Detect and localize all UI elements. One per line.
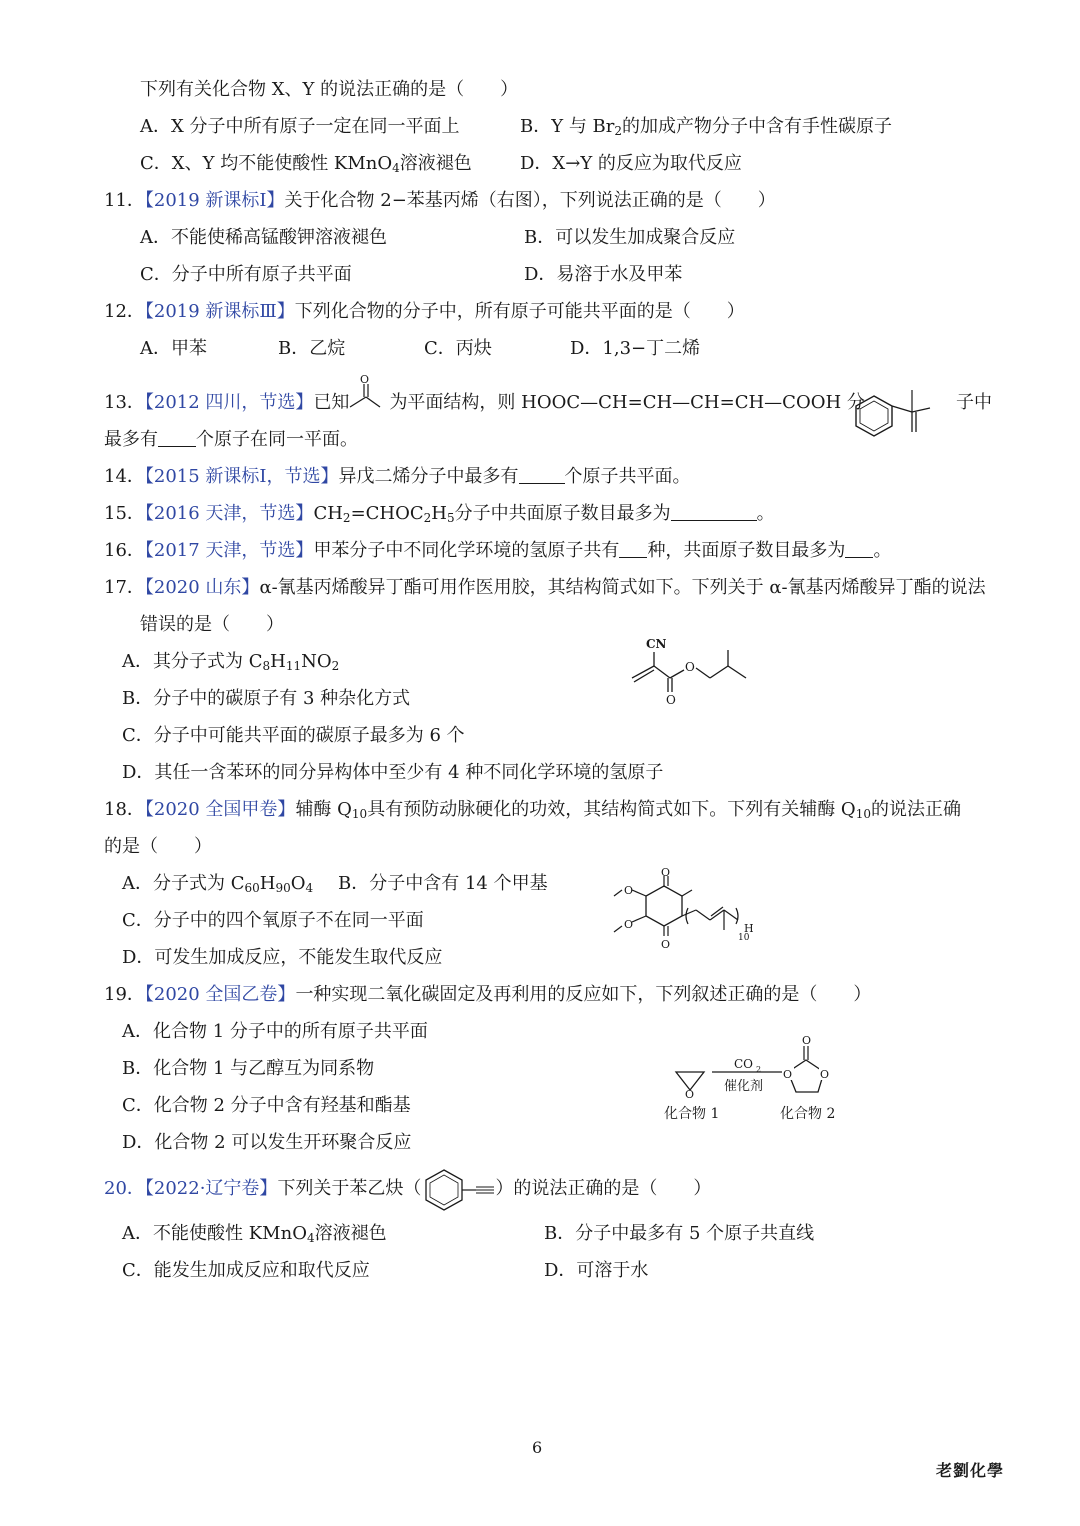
svg-text:O: O bbox=[820, 1068, 830, 1081]
q15-stem: 15．【2016 天津，节选】$CH_2=CHOC_2H_5$分子中共面原子数目最多为 。 bbox=[104, 503, 775, 525]
q10-option-a: A．X 分子中所有原子一定在同一平面上 bbox=[140, 116, 460, 137]
q20-option-d: D．可溶于水 bbox=[544, 1260, 649, 1281]
q13-stem: 13．【2012 四川，节选】已知 为平面结构，则 HOOC—CH=CH—CH=CH—COOH 分 bbox=[104, 392, 865, 413]
q17-option-b: B．分子中的碳原子有 3 种杂化方式 bbox=[122, 688, 411, 709]
svg-text:10: 10 bbox=[738, 933, 750, 943]
svg-text:O: O bbox=[783, 1068, 793, 1081]
carbonyl-structure bbox=[346, 373, 386, 413]
svg-text:O: O bbox=[360, 373, 370, 386]
q12-option-b: B．乙烷 bbox=[278, 338, 346, 359]
q16-stem: 16．【2017 天津，节选】甲苯分子中不同化学环境的氢原子共有 种，共面原子数目最多为 。 bbox=[104, 540, 892, 561]
q19-option-d: D．化合物 2 可以发生开环聚合反应 bbox=[122, 1132, 412, 1153]
phenylacetylene-structure bbox=[424, 1166, 504, 1210]
q18-source: 【2020 全国甲卷】 bbox=[144, 799, 296, 820]
q18-option-c: C．分子中的四个氧原子不在同一平面 bbox=[122, 910, 424, 931]
q14-stem: 14．【2015 新课标Ⅰ，节选】异戊二烯分子中最多有 个原子共平面。 bbox=[104, 466, 691, 487]
q18-option-b: B．分子中含有 14 个甲基 bbox=[338, 873, 548, 894]
q11-source: 【2019 新课标Ⅰ】 bbox=[144, 190, 285, 211]
q20-source: 【2022·辽宁卷】 bbox=[144, 1178, 278, 1199]
q13-source: 【2012 四川，节选】 bbox=[144, 392, 314, 413]
brand-watermark: 老劉化學 bbox=[936, 1461, 1005, 1480]
q19-option-b: B．化合物 1 与乙醇互为同系物 bbox=[122, 1058, 375, 1079]
q18-option-a: A．分子式为 $C_{60}H_{90}O_4$ bbox=[122, 873, 314, 895]
q10-option-d: D．X→Y 的反应为取代反应 bbox=[520, 153, 742, 174]
q20-option-c: C．能发生加成反应和取代反应 bbox=[122, 1260, 370, 1281]
svg-text:化合物 2: 化合物 2 bbox=[780, 1106, 836, 1122]
svg-text:O: O bbox=[624, 918, 634, 931]
svg-text:O: O bbox=[624, 884, 634, 897]
q11-option-d: D．易溶于水及甲苯 bbox=[524, 264, 683, 285]
q17-stem: 17．【2020 山东】α-氰基丙烯酸异丁酯可用作医用胶，其结构简式如下。下列关于 α-氰基丙烯酸异丁酯的说法 bbox=[104, 577, 986, 598]
q11-option-c: C．分子中所有原子共平面 bbox=[140, 264, 352, 285]
svg-text:O: O bbox=[802, 1034, 812, 1047]
svg-text:化合物 1: 化合物 1 bbox=[664, 1106, 720, 1122]
q12-option-d: D．1,3−丁二烯 bbox=[570, 338, 701, 359]
q18-stem: 18．【2020 全国甲卷】辅酶 $Q_{10}$具有预防动脉硬化的功效，其结构简式如下。下列有关辅酶 $Q_{10}$的说法正确 bbox=[104, 799, 961, 821]
q19-option-a: A．化合物 1 分子中的所有原子共平面 bbox=[122, 1021, 428, 1042]
q11-option-a: A．不能使稀高锰酸钾溶液褪色 bbox=[140, 227, 387, 248]
svg-text:O: O bbox=[666, 693, 676, 707]
q12-option-a: A．甲苯 bbox=[140, 338, 207, 359]
q11-stem: 11．【2019 新课标Ⅰ】关于化合物 2−苯基丙烯（右图），下列说法正确的是（ ） bbox=[104, 190, 776, 211]
q15-source: 【2016 天津，节选】 bbox=[144, 503, 314, 524]
q19-option-c: C．化合物 2 分子中含有羟基和酯基 bbox=[122, 1095, 411, 1116]
q19-source: 【2020 全国乙卷】 bbox=[144, 984, 296, 1005]
q20-stem: 20．【2022·辽宁卷】下列关于苯乙炔（ ）的说法正确的是（ ） bbox=[104, 1178, 712, 1199]
q17-option-d: D．其任一含苯环的同分异构体中至少有 4 种不同化学环境的氢原子 bbox=[122, 762, 664, 783]
q12-source: 【2019 新课标Ⅲ】 bbox=[144, 301, 295, 322]
svg-text:催化剂: 催化剂 bbox=[724, 1079, 764, 1094]
q11-option-b: B．可以发生加成聚合反应 bbox=[524, 227, 736, 248]
svg-text:O: O bbox=[685, 660, 695, 674]
q19-stem: 19．【2020 全国乙卷】一种实现二氧化碳固定及再利用的反应如下，下列叙述正确的是（ ） bbox=[104, 984, 872, 1005]
q17-stem-line2: 错误的是（ ） bbox=[140, 614, 284, 635]
svg-text:2: 2 bbox=[756, 1065, 762, 1074]
svg-text:O: O bbox=[661, 866, 671, 879]
svg-text:O: O bbox=[661, 938, 671, 951]
q20-option-a: A．不能使酸性 KMnO$_4$溶液褪色 bbox=[122, 1223, 387, 1245]
q17-option-a: A．其分子式为 $C_8H_{11}NO_2$ bbox=[122, 651, 340, 673]
2-phenylpropene-structure bbox=[852, 388, 948, 468]
q14-source: 【2015 新课标Ⅰ，节选】 bbox=[144, 466, 339, 487]
q10-option-c: C．X、Y 均不能使酸性 KMnO$_4$溶液褪色 bbox=[140, 153, 472, 175]
co2-fixation-reaction bbox=[660, 1032, 860, 1124]
svg-text:O: O bbox=[685, 1088, 695, 1101]
q13-tail: 子中 bbox=[956, 392, 992, 413]
cyanoacrylate-structure bbox=[628, 634, 758, 708]
coenzyme-q10-structure bbox=[612, 868, 762, 952]
q12-option-c: C．丙炔 bbox=[424, 338, 492, 359]
svg-text:CO: CO bbox=[734, 1057, 754, 1071]
q10-option-b: B．Y 与 $Br_2$的加成产物分子中含有手性碳原子 bbox=[520, 116, 893, 138]
svg-text:CN: CN bbox=[646, 637, 667, 651]
q16-source: 【2017 天津，节选】 bbox=[144, 540, 314, 561]
q13-line2: 最多有 个原子在同一平面。 bbox=[104, 429, 358, 450]
page-number: 6 bbox=[532, 1438, 543, 1457]
q17-source: 【2020 山东】 bbox=[144, 577, 260, 598]
q18-stem-line2: 的是（ ） bbox=[104, 836, 212, 857]
q20-option-b: B．分子中最多有 5 个原子共直线 bbox=[544, 1223, 815, 1244]
q10-stem: 下列有关化合物 X、Y 的说法正确的是（ ） bbox=[140, 79, 519, 100]
svg-text:H: H bbox=[744, 922, 754, 935]
q18-option-d: D．可发生加成反应，不能发生取代反应 bbox=[122, 947, 443, 968]
q12-stem: 12．【2019 新课标Ⅲ】下列化合物的分子中，所有原子可能共平面的是（ ） bbox=[104, 301, 745, 322]
q17-option-c: C．分子中可能共平面的碳原子最多为 6 个 bbox=[122, 725, 465, 746]
